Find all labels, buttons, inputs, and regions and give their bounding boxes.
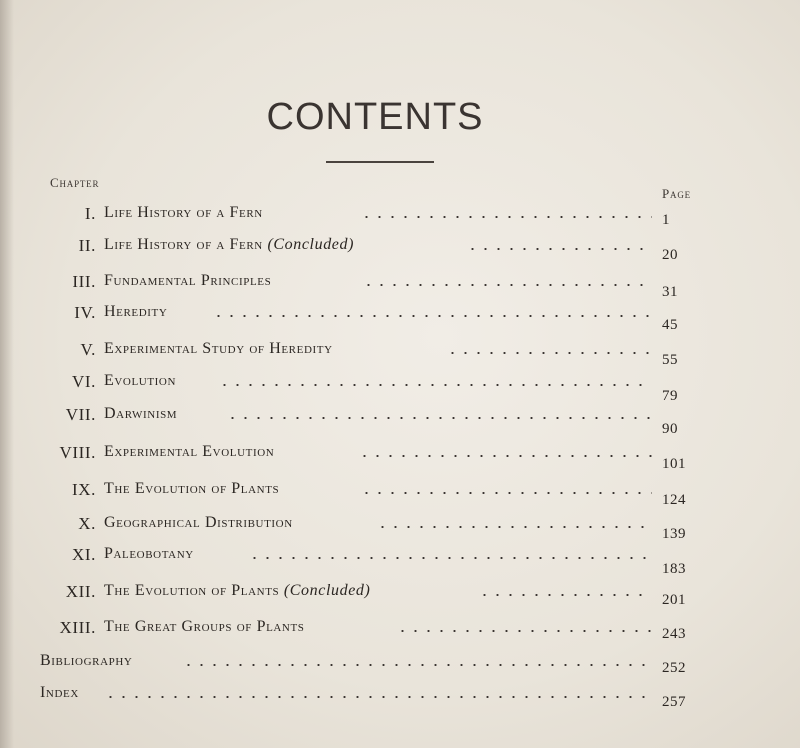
toc-row [0,236,800,263]
dot-leader [212,315,652,317]
chapter-title: Fundamental Principles [104,272,272,289]
chapter-number: I. [84,204,96,223]
page-number: 1 [662,212,670,228]
chapter-number: VIII. [59,443,96,462]
page-number: 90 [662,421,678,437]
chapter-number: III. [72,272,96,291]
page-number: 20 [662,247,678,263]
toc-row [0,684,800,708]
chapter-title: Experimental Evolution [104,443,275,460]
title-underline-rule [326,161,434,163]
chapter-title: Heredity [104,303,168,320]
chapter-number: X. [78,514,96,533]
toc-row [0,652,800,676]
dot-leader [104,696,652,698]
dot-leader [358,455,652,457]
dot-leader [226,417,652,419]
toc-row [0,582,800,606]
chapter-number: II. [78,236,96,255]
toc-row [0,405,800,437]
toc-row [0,340,800,368]
chapter-title: Life History of a Fern (Concluded) [104,236,355,253]
chapter-number: IV. [74,303,96,322]
toc-row [0,303,800,333]
toc-row [0,618,800,642]
chapter-title: Evolution [104,372,176,389]
page-number: 139 [662,526,686,542]
chapter-title: Experimental Study of Heredity [104,340,333,357]
page-number: 124 [662,492,686,508]
dot-leader [362,284,652,286]
chapter-number: VI. [72,372,96,391]
chapter-title: Life History of a Fern [104,204,263,221]
dot-leader [218,384,652,386]
back-matter-title: Bibliography [40,652,133,669]
toc-row [0,480,800,508]
chapter-number: IX. [72,480,96,499]
chapter-title: Geographical Distribution [104,514,293,531]
chapter-number: XIII. [59,618,96,637]
page-number: 101 [662,456,686,472]
toc-row [0,272,800,300]
page-number: 252 [662,660,686,676]
dot-leader [182,664,652,666]
dot-leader [376,526,652,528]
toc-row [0,372,800,404]
toc-row [0,545,800,577]
chapter-number: XII. [65,582,96,601]
dot-leader [248,557,652,559]
dot-leader [396,630,652,632]
page-number: 55 [662,352,678,368]
dot-leader [446,352,652,354]
chapter-number: V. [80,340,96,359]
chapter-column-header: Chapter [50,175,100,190]
chapter-title: Darwinism [104,405,178,422]
chapter-title: The Evolution of Plants (Concluded) [104,582,371,599]
chapter-number: VII. [65,405,96,424]
chapter-title: The Great Groups of Plants [104,618,305,635]
dot-leader [360,216,652,218]
page-number: 201 [662,592,686,608]
chapter-title: The Evolution of Plants [104,480,280,497]
toc-row [0,204,800,228]
page-title: CONTENTS [266,96,484,138]
page-column-header: Page [662,186,691,201]
page-number: 183 [662,561,686,577]
chapter-title: Paleobotany [104,545,194,562]
back-matter-title: Index [40,684,79,701]
toc-row [0,443,800,472]
page-number: 257 [662,694,686,710]
page-number: 79 [662,388,678,404]
page-number: 243 [662,626,686,642]
dot-leader [478,594,652,596]
page-number: 45 [662,317,678,333]
chapter-number: XI. [72,545,96,564]
dot-leader [466,248,652,250]
dot-leader [360,492,652,494]
page-number: 31 [662,284,678,300]
toc-row [0,514,800,542]
